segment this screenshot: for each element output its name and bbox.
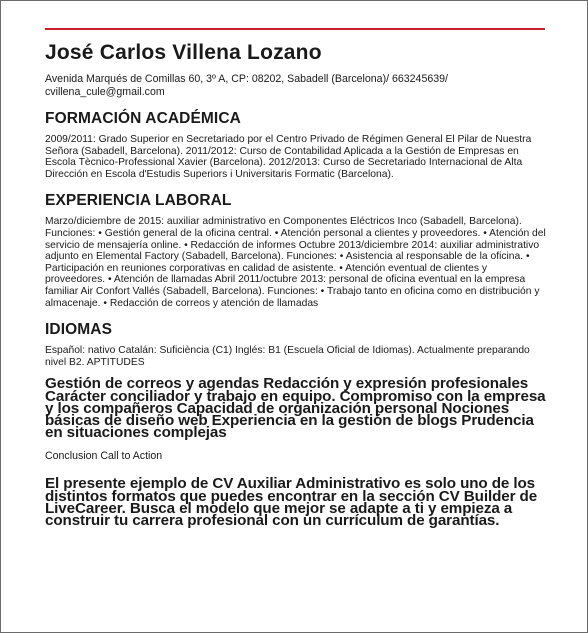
- conclusion-label: Conclusion Call to Action: [45, 450, 163, 463]
- aptitudes-text: Gestión de correos y agendas Redacción y expresión profesionales Carácter conciliador y trabajo en equipo. Compromiso con la empresa y los compañeros Capacidad de organización personal Nociones básicas de diseño web Experiencia en la gestión de blogs Prudencia en situaciones complejas: [45, 375, 546, 442]
- contact-info: Avenida Marqués de Comillas 60, 3º A, CP: 08202, Sabadell (Barcelona)/ 663245639/ cvillena_cule@gmail.com: [45, 73, 448, 98]
- conclusion-text: El presente ejemplo de CV Auxiliar Administrativo es solo uno de los distintos formatos que puedes encontrar en la sección CV Builder de LiveCareer. Busca el modelo que mejor se adapte a ti y empieza a construir tu carrera profesional con un currículum de garantías.: [45, 475, 538, 529]
- candidate-name: José Carlos Villena Lozano: [45, 41, 322, 64]
- experiencia-text: Marzo/diciembre de 2015: auxiliar administrativo en Componentes Eléctricos Inco (Sabadell, Barcelona). Funciones: • Gestión general de la oficina central. • Atención personal a clientes y proveedores. • Atención del servicio de mensajería online. • Redacción de informes Octubre 2013/diciembre 2014: auxiliar administrativo adjunto en Elemental Factory (Sabadell, Barcelona). Funciones: • Asistencia al responsable de la oficina. • Participación en reuniones corporativas en calidad de asistente. • Atención eventual de clientes y proveedores. • Atención de llamadas Abril 2011/octubre 2013: personal de oficina eventual en la empresa familiar Air Confort Vallés (Sabadell, Barcelona). Funciones: • Trabajo tanto en oficina como en distribución y almacenaje. • Redacción de correos y atención de llamadas: [45, 216, 546, 309]
- resume-content: [45, 41, 547, 527]
- section-heading-formacion: FORMACIÓN ACADÉMICA: [45, 110, 241, 127]
- section-heading-experiencia: EXPERIENCIA LABORAL: [45, 192, 232, 210]
- formacion-text: 2009/2011: Grado Superior en Secretariado por el Centro Privado de Régimen General El Pilar de Nuestra Señora (Sabadell, Barcelona). 2011/2012: Curso de Contabilidad Aplicada a la Gestión de Empresas en Escola Tècnico-Professional Xavier (Barcelona). 2012/2013: Curso de Secretariado Internacional de Alta Dirección en Escola d'Estudis Superiors i Universitaris Formatic (Barcelona).: [45, 134, 532, 180]
- idiomas-text: Español: nativo Catalán: Suficiència (C1) Inglés: B1 (Escuela Oficial de Idiomas). Actualmente preparando nivel B2. APTITUDES: [45, 345, 530, 368]
- top-accent-bar: [45, 28, 545, 30]
- section-heading-idiomas: IDIOMAS: [45, 321, 113, 339]
